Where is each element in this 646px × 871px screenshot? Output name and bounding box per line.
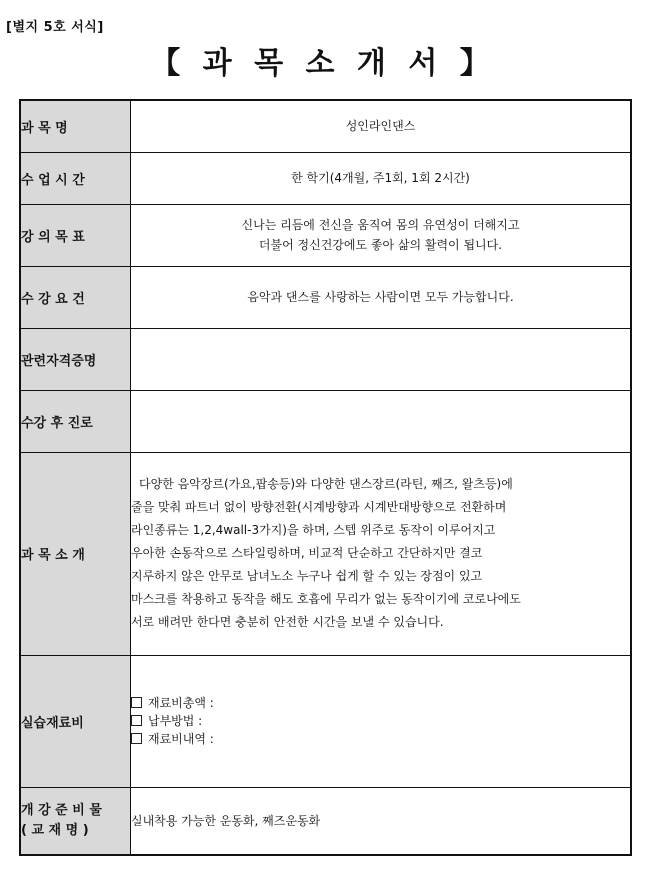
value-career xyxy=(131,390,632,452)
value-class-time: 한 학기(4개월, 주1회, 1회 2시간) xyxy=(131,152,632,204)
row-class-time xyxy=(20,152,631,204)
value-subject-name: 성인라인댄스 xyxy=(131,100,632,152)
label-preparation xyxy=(20,787,131,855)
course-introduction-form xyxy=(19,99,632,856)
objective-line: 신나는 리듬에 전신을 움직여 몸의 유연성이 더해지고 xyxy=(241,218,520,232)
value-requirements: 음악과 댄스를 사랑하는 사람이면 모두 가능합니다. xyxy=(131,266,632,328)
row-requirements xyxy=(20,266,631,328)
introduction-line: 줄을 맞춰 파트너 없이 방향전환(시계방향과 시계반대방향으로 전환하며 xyxy=(131,500,507,514)
page-title: 【 과 목 소 개 서 】 xyxy=(150,46,496,81)
introduction-line: 마스크를 착용하고 동작을 해도 호흡에 무리가 없는 동작이기에 코로나에도 xyxy=(131,592,521,606)
row-materials xyxy=(20,655,631,787)
value-introduction xyxy=(131,452,632,655)
value-objectives xyxy=(131,204,632,266)
row-introduction xyxy=(20,452,631,655)
value-preparation: 실내착용 가능한 운동화, 째즈운동화 xyxy=(131,787,632,855)
objective-line: 더불어 정신건강에도 좋아 삶의 활력이 됩니다. xyxy=(258,238,503,252)
form-number: [별지 5호 서식] xyxy=(6,20,104,35)
label-materials: 실습재료비 xyxy=(20,655,131,787)
introduction-line: 우아한 손동작으로 스타일링하며, 비교적 단순하고 간단하지만 결코 xyxy=(131,546,483,560)
row-preparation xyxy=(20,787,631,855)
label-career: 수강 후 진로 xyxy=(20,390,131,452)
row-certificate xyxy=(20,328,631,390)
label-certificate: 관련자격증명 xyxy=(20,328,131,390)
cost-details-label: 재료비내역 : xyxy=(148,732,214,746)
label-class-time: 수 업 시 간 xyxy=(20,152,131,204)
material-item xyxy=(131,730,630,748)
row-subject-name xyxy=(20,100,631,152)
row-career xyxy=(20,390,631,452)
total-cost-checkbox[interactable] xyxy=(131,697,142,708)
label-preparation-line2: ( 교 재 명 ) xyxy=(21,822,89,838)
label-requirements: 수 강 요 건 xyxy=(20,266,131,328)
payment-method-checkbox[interactable] xyxy=(131,715,142,726)
introduction-line: 라인종류는 1,2,4wall-3가지)을 하며, 스텝 위주로 동작이 이루어지고 xyxy=(131,523,496,537)
value-certificate xyxy=(131,328,632,390)
label-introduction: 과 목 소 개 xyxy=(20,452,131,655)
introduction-line: 지루하지 않은 안무로 남녀노소 누구나 쉽게 할 수 있는 장점이 있고 xyxy=(131,569,483,583)
payment-method-label: 납부방법 : xyxy=(148,714,203,728)
row-objectives xyxy=(20,204,631,266)
label-objectives: 강 의 목 표 xyxy=(20,204,131,266)
material-item xyxy=(131,694,630,712)
introduction-line: 서로 배려만 한다면 충분히 안전한 시간을 보낼 수 있습니다. xyxy=(131,615,444,629)
label-subject-name: 과 목 명 xyxy=(20,100,131,152)
value-materials xyxy=(131,655,632,787)
cost-details-checkbox[interactable] xyxy=(131,733,142,744)
material-item xyxy=(131,712,630,730)
introduction-line: 다양한 음악장르(가요,팝송등)와 다양한 댄스장르(라틴, 째즈, 왈츠등)에 xyxy=(139,477,513,491)
total-cost-label: 재료비총액 : xyxy=(148,696,214,710)
label-preparation-line1: 개 강 준 비 물 xyxy=(21,802,102,818)
